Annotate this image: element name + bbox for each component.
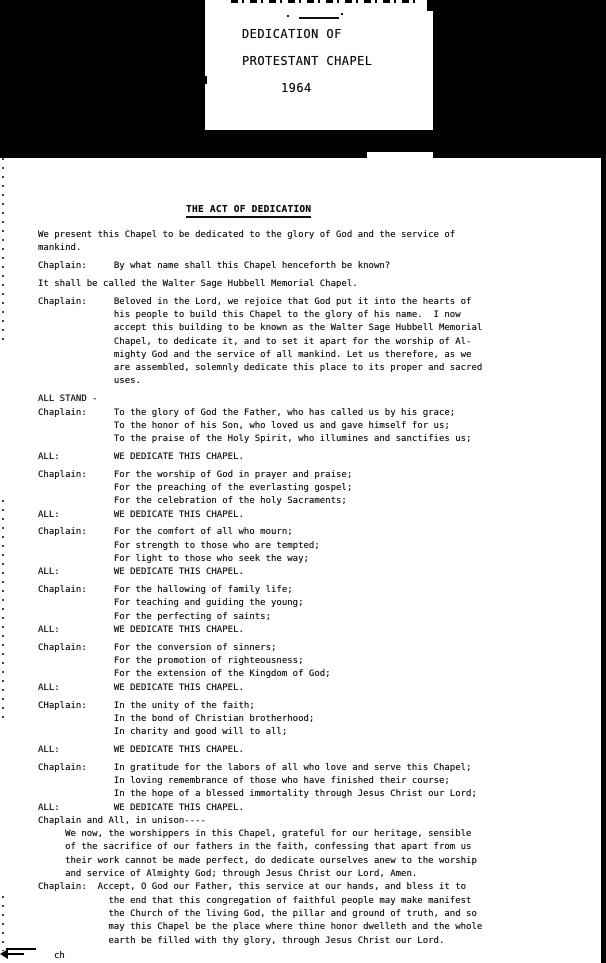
scan-tick [205, 76, 207, 84]
scan-speckles [2, 500, 4, 725]
typed-line: Chaplain: In gratitude for the labors of all who love and serve this Chapel; [38, 762, 472, 773]
typed-line: mankind. [38, 243, 82, 254]
title-card [205, 0, 433, 130]
typed-line: ALL: WE DEDICATE THIS CHAPEL. [38, 682, 244, 693]
page-title: THE ACT OF DEDICATION [186, 204, 311, 218]
typed-line: For the celebration of the holy Sacraments; [38, 496, 347, 507]
typed-line: ALL: WE DEDICATE THIS CHAPEL. [38, 625, 244, 636]
typed-line: For teaching and guiding the young; [38, 598, 304, 609]
typed-line: are assembled, solemnly dedicate this place to its proper and sacred [38, 363, 483, 374]
typed-line: To the praise of the Holy Spirit, who illumines and sanctifies us; [38, 434, 472, 445]
typed-line: For the promotion of righteousness; [38, 656, 304, 667]
typed-line: Chaplain: By what name shall this Chapel henceforth be known? [38, 261, 391, 272]
typed-line: Chaplain: For the hallowing of family life; [38, 585, 293, 596]
typed-line: We now, the worshippers in this Chapel, grateful for our heritage, sensible [38, 829, 472, 840]
dedication-block [0, 642, 601, 682]
dedication-block [0, 469, 601, 509]
dedication-block [0, 407, 601, 447]
typed-line: To the honor of his Son, who loved us and gave himself for us; [38, 420, 450, 431]
typed-line: Chaplain: Beloved in the Lord, we rejoice that God put it into the hearts of [38, 296, 472, 307]
dedication-block [0, 526, 601, 566]
dedication-blocks [0, 229, 601, 948]
dedication-block [0, 584, 601, 624]
typed-line: For the extension of the Kingdom of God; [38, 669, 331, 680]
dedication-block [0, 802, 601, 815]
dedication-block [0, 762, 601, 802]
dedication-block [0, 881, 601, 947]
typed-line: In loving remembrance of those who have finished their course; [38, 775, 450, 786]
divider-dash [299, 17, 339, 19]
dedication-block [0, 393, 601, 406]
typed-line: of the sacrifice of our fathers in the faith, confessing that apart from us [38, 842, 472, 853]
typed-line: ALL: WE DEDICATE THIS CHAPEL. [38, 802, 244, 813]
dedication-block [0, 278, 601, 291]
dedication-block [0, 229, 601, 256]
typed-line: uses. [38, 376, 141, 387]
typed-line: In the hope of a blessed immortality through Jesus Christ our Lord; [38, 789, 477, 800]
typed-line: ALL: WE DEDICATE THIS CHAPEL. [38, 451, 244, 462]
torn-text-fragment [231, 0, 421, 3]
typed-line: mighty God and the service of all mankind. Let us therefore, as we [38, 349, 472, 360]
typed-line: his people to build this Chapel to the glory of his name. I now [38, 309, 461, 320]
typed-line: For the perfecting of saints; [38, 611, 271, 622]
typed-line: and service of Almighty God; through Jesus Christ our Lord, Amen. [38, 869, 418, 880]
typed-line: Chaplain: Accept, O God our Father, this service at our hands, and bless it to [38, 882, 467, 893]
dedication-block [0, 828, 601, 881]
typed-line: earth be filled with thy glory, through Jesus Christ our Lord. [38, 935, 445, 946]
dedication-block [0, 682, 601, 695]
typed-line: Chaplain and All, in unison---- [38, 815, 206, 826]
card-year: 1964 [281, 81, 312, 95]
typed-line: may this Chapel be the place where thine honor dwelleth and the whole [38, 922, 483, 933]
dedication-block [0, 509, 601, 522]
dedication-block [0, 260, 601, 273]
title-row [0, 197, 601, 218]
typed-line: In the bond of Christian brotherhood; [38, 713, 315, 724]
typed-line: We present this Chapel to be dedicated to the glory of God and the service of [38, 230, 456, 240]
card-title-line-2: PROTESTANT CHAPEL [242, 54, 373, 68]
dedication-block [0, 815, 601, 828]
typed-line: For strength to those who are tempted; [38, 540, 320, 551]
typed-line: ALL: WE DEDICATE THIS CHAPEL. [38, 509, 244, 520]
typed-line: their work cannot be made perfect, do dedicate ourselves anew to the worship [38, 855, 477, 866]
typed-line: For light to those who seek the way; [38, 554, 309, 565]
typed-line: the end that this congregation of faithful people may make manifest [38, 895, 472, 906]
scan-notch [427, 0, 433, 11]
card-title-line-1: DEDICATION OF [242, 27, 342, 41]
scan-artifact-arrow [0, 946, 40, 960]
typed-line: It shall be called the Walter Sage Hubbell Memorial Chapel. [38, 278, 358, 289]
typed-line: ALL STAND - [38, 394, 98, 405]
typed-line: Chaplain: For the worship of God in prayer and praise; [38, 469, 353, 480]
typed-line: Chaplain: For the conversion of sinners; [38, 642, 277, 653]
typed-line: Chaplain: For the comfort of all who mourn; [38, 527, 293, 538]
scan-speckles [2, 158, 4, 343]
typed-line: CHaplain: In the unity of the faith; [38, 700, 255, 711]
typist-initials: ch [54, 950, 65, 961]
page-edge-bump [367, 152, 433, 159]
typed-line: Chapel, to dedicate it, and to set it apart for the worship of Al- [38, 336, 472, 347]
typed-line: ALL: WE DEDICATE THIS CHAPEL. [38, 744, 244, 755]
dedication-block [0, 624, 601, 637]
typed-line: accept this building to be known as the Walter Sage Hubbell Memorial [38, 323, 483, 334]
dedication-block [0, 566, 601, 579]
typed-line: Chaplain: To the glory of God the Father, who has called us by his grace; [38, 407, 456, 418]
typed-line: For the preaching of the everlasting gospel; [38, 483, 353, 494]
dedication-block [0, 744, 601, 757]
scan-speckles [2, 896, 4, 951]
document-page [0, 158, 601, 963]
typed-line: the Church of the living God, the pillar and ground of truth, and so [38, 908, 477, 919]
typed-line: ALL: WE DEDICATE THIS CHAPEL. [38, 567, 244, 578]
typed-line: In charity and good will to all; [38, 727, 288, 738]
dedication-block [0, 451, 601, 464]
dedication-block [0, 296, 601, 389]
dedication-block [0, 700, 601, 740]
